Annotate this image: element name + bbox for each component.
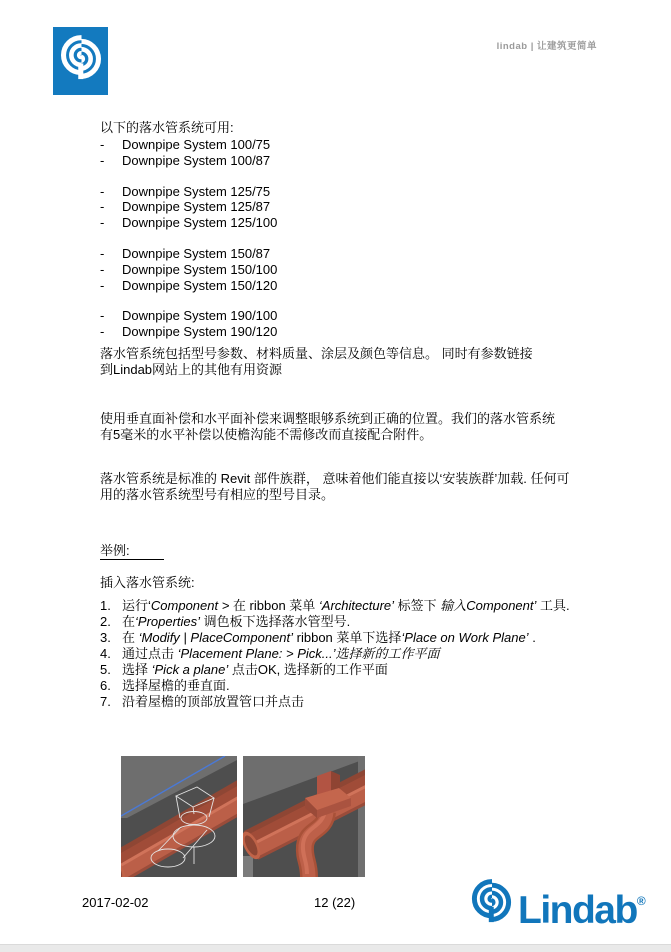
instruction-step (100, 678, 570, 694)
downpipe-system-name: Downpipe System 100/75 (122, 137, 271, 152)
intro-line: 以下的落水管系统可用: (100, 120, 234, 135)
instruction-step (100, 598, 570, 614)
header-tagline: lindab | 让建筑更简单 (496, 41, 597, 52)
list-dash: - (100, 261, 105, 277)
step-number: 3. (100, 630, 111, 645)
insert-heading: 插入落水管系统: (100, 575, 195, 590)
lindab-swirl-icon (58, 34, 104, 80)
downpipe-system-name: Downpipe System 125/87 (122, 199, 271, 215)
outlet-wireframe-image (121, 756, 237, 877)
example-label-text: 举例: (100, 543, 164, 560)
paragraph-line: 落水管系统包括型号参数、材料质量、涂层及颜色等信息。 同时有参数链接 (100, 346, 533, 361)
step-number: 1. (100, 598, 111, 613)
downpipe-list-item (100, 324, 277, 340)
downpipe-group (100, 137, 277, 169)
paragraph-line: 用的落水管系统型号有相应的型号目录。 (100, 487, 335, 502)
step-number: 5. (100, 662, 111, 677)
list-dash: - (100, 199, 105, 215)
list-dash: - (100, 152, 105, 168)
footer-date: 2017-02-02 (82, 895, 149, 910)
downpipe-list-item (100, 184, 277, 200)
downpipe-list-item (100, 215, 277, 231)
downpipe-list-item (100, 278, 277, 294)
list-dash: - (100, 277, 105, 293)
paragraph-line: 使用垂直面补偿和水平面补偿来调整眼够系统到正确的位置。我们的落水管系统 (100, 411, 556, 426)
downpipe-list-item (100, 137, 277, 153)
downpipe-list-item (100, 153, 277, 169)
downpipe-system-name: Downpipe System 190/100 (122, 308, 278, 324)
step-number: 6. (100, 678, 111, 693)
downpipe-list-item (100, 199, 277, 215)
instruction-step (100, 630, 570, 646)
list-dash: - (100, 324, 105, 340)
lindab-swirl-icon (469, 878, 514, 923)
step-number: 7. (100, 694, 111, 709)
paragraph-revit-families (100, 471, 569, 503)
step-text: 运行‘Component > 在 ribbon 菜单 ‘Architecture’ 标签下 输入Component’ 工具. (122, 598, 570, 613)
list-dash: - (100, 137, 105, 152)
downpipe-system-name: Downpipe System 125/100 (122, 215, 278, 231)
step-text: 选择 ‘Pick a plane’ 点击OK, 选择新的工作平面 (122, 662, 388, 677)
footer-brand-text: Lindab® (518, 889, 646, 932)
paragraph-compensation (100, 411, 555, 443)
instruction-step (100, 662, 570, 678)
paragraph-parameters (100, 346, 533, 378)
downpipe-system-list (100, 137, 277, 355)
downpipe-list-item (100, 246, 277, 262)
step-number: 2. (100, 614, 111, 629)
registered-mark: ® (636, 894, 646, 908)
paragraph-line: 落水管系统是标准的 Revit 部件族群， 意味着他们能直接以‘安装族群’加载. 任何可 (100, 471, 570, 486)
step-number: 4. (100, 646, 111, 661)
downpipe-list-item (100, 262, 277, 278)
list-dash: - (100, 308, 105, 324)
downpipe-group (100, 246, 277, 293)
footer-lindab-logo (469, 878, 646, 934)
page-edge (0, 944, 671, 952)
paragraph-line: 到Lindab网站上的其他有用资源 (100, 362, 283, 377)
list-dash: - (100, 183, 105, 199)
step-text: 在‘Properties’ 调色板下选择落水管型号. (122, 614, 351, 629)
step-text: 通过点击 ‘Placement Plane: > Pick...’选择新的工作平面 (122, 646, 440, 661)
step-text: 沿着屋檐的顶部放置管口并点击 (122, 694, 305, 709)
downpipe-system-name: Downpipe System 150/120 (122, 277, 278, 293)
list-dash: - (100, 245, 105, 261)
downpipe-group (100, 184, 277, 231)
outlet-rendered-image (243, 756, 365, 877)
downpipe-list-item (100, 308, 277, 324)
downpipe-system-name: Downpipe System 190/120 (122, 324, 278, 340)
lindab-logo-mark (53, 27, 108, 95)
footer-page-number: 12 (22) (314, 895, 356, 910)
paragraph-line: 有5毫米的水平补偿以使檐沟能不需修改而直接配合附件。 (100, 427, 433, 442)
instruction-step (100, 614, 570, 630)
downpipe-system-name: Downpipe System 150/87 (122, 245, 271, 261)
list-dash: - (100, 215, 105, 231)
instruction-step (100, 694, 570, 710)
instruction-steps (100, 598, 570, 710)
downpipe-system-name: Downpipe System 100/87 (122, 152, 271, 168)
step-text: 选择屋檐的垂直面. (122, 678, 230, 693)
example-label (100, 540, 164, 559)
instruction-step (100, 646, 570, 662)
downpipe-system-name: Downpipe System 125/75 (122, 183, 271, 199)
step-text: 在 ‘Modify | PlaceComponent’ ribbon 菜单下选择‘Place on Work Plane’ . (122, 630, 536, 645)
downpipe-group (100, 308, 277, 340)
downpipe-system-name: Downpipe System 150/100 (122, 261, 278, 277)
